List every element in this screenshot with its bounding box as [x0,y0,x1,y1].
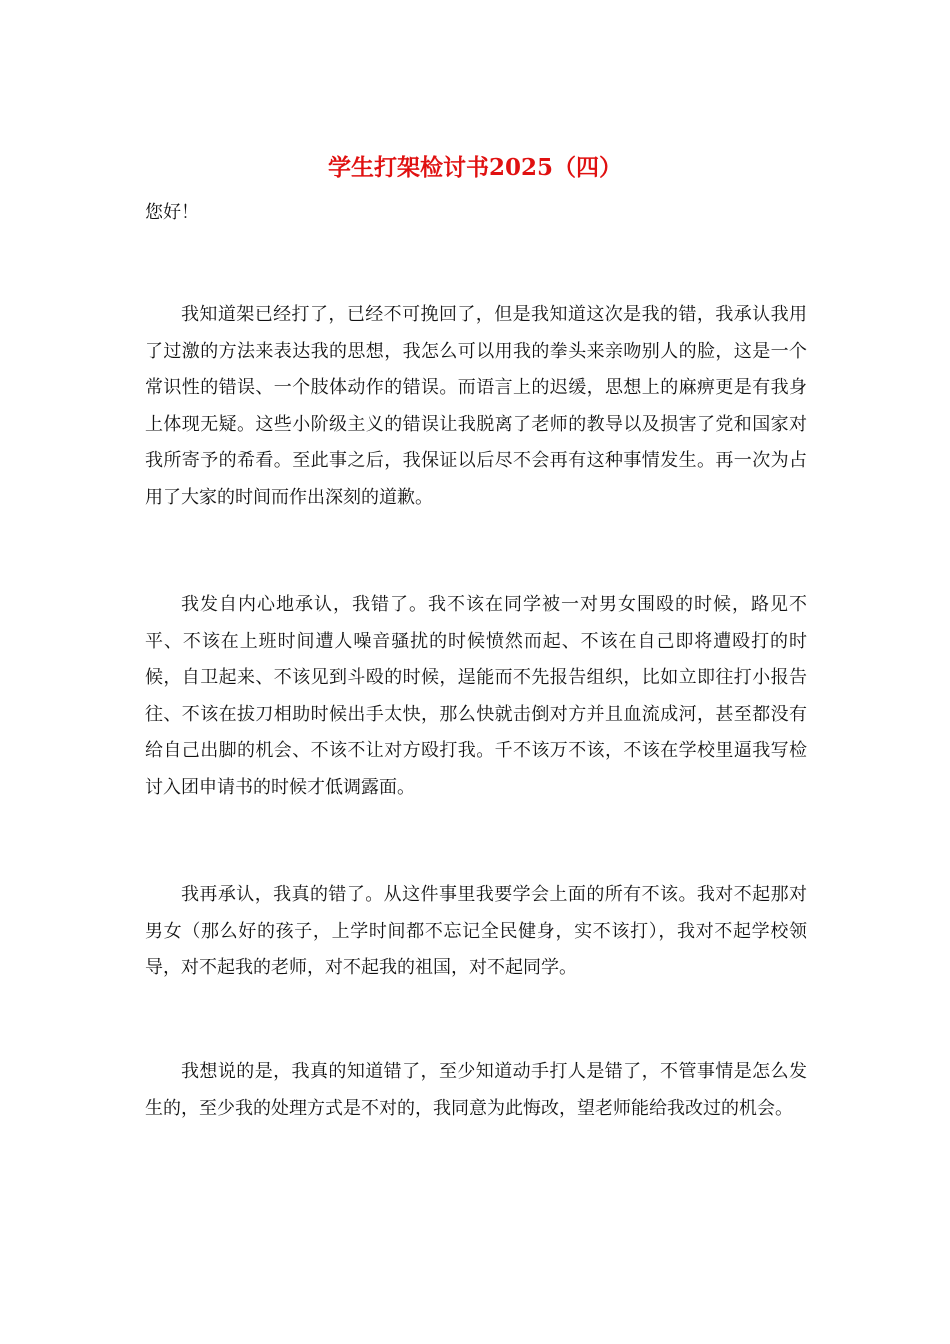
paragraph-4: 我想说的是，我真的知道错了，至少知道动手打人是错了，不管事情是怎么发生的，至少我的处理方式是不对的，我同意为此悔改，望老师能给我改过的机会。 [145,1061,807,1119]
paragraph-3: 我再承认，我真的错了。从这件事里我要学会上面的所有不该。我对不起那对男女（那么好的孩子，上学时间都不忘记全民健身，实不该打），我对不起学校领导，对不起我的老师，对不起我的祖国，对不起同学。 [145,884,807,979]
greeting: 您好！ [145,202,199,223]
paragraph-1: 我知道架已经打了，已经不可挽回了，但是我知道这次是我的错，我承认我用了过激的方法来表达我的思想，我怎么可以用我的拳头来亲吻别人的脸，这是一个常识性的错误、一个肢体动作的错误。而语言上的迟缓，思想上的麻痹更是有我身上体现无疑。这些小阶级主义的错误让我脱离了老师的教导以及损害了党和国家对我所寄予的希看。至此事之后，我保证以后尽不会再有这种事情发生。再一次为占用了大家的时间而作出深刻的道歉。 [145,304,807,508]
document-title: 学生打架检讨书2025（四） [327,154,622,181]
paragraph-2: 我发自内心地承认，我错了。我不该在同学被一对男女围殴的时候，路见不平、不该在上班时间遭人噪音骚扰的时候愤然而起、不该在自己即将遭殴打的时候，自卫起来、不该见到斗殴的时候，逞能而不先报告组织，比如立即往打小报告往、不该在拔刀相助时候出手太快，那么快就击倒对方并且血流成河，甚至都没有给自己出脚的机会、不该不让对方殴打我。千不该万不该，不该在学校里逼我写检讨入团申请书的时候才低调露面。 [145,594,807,798]
